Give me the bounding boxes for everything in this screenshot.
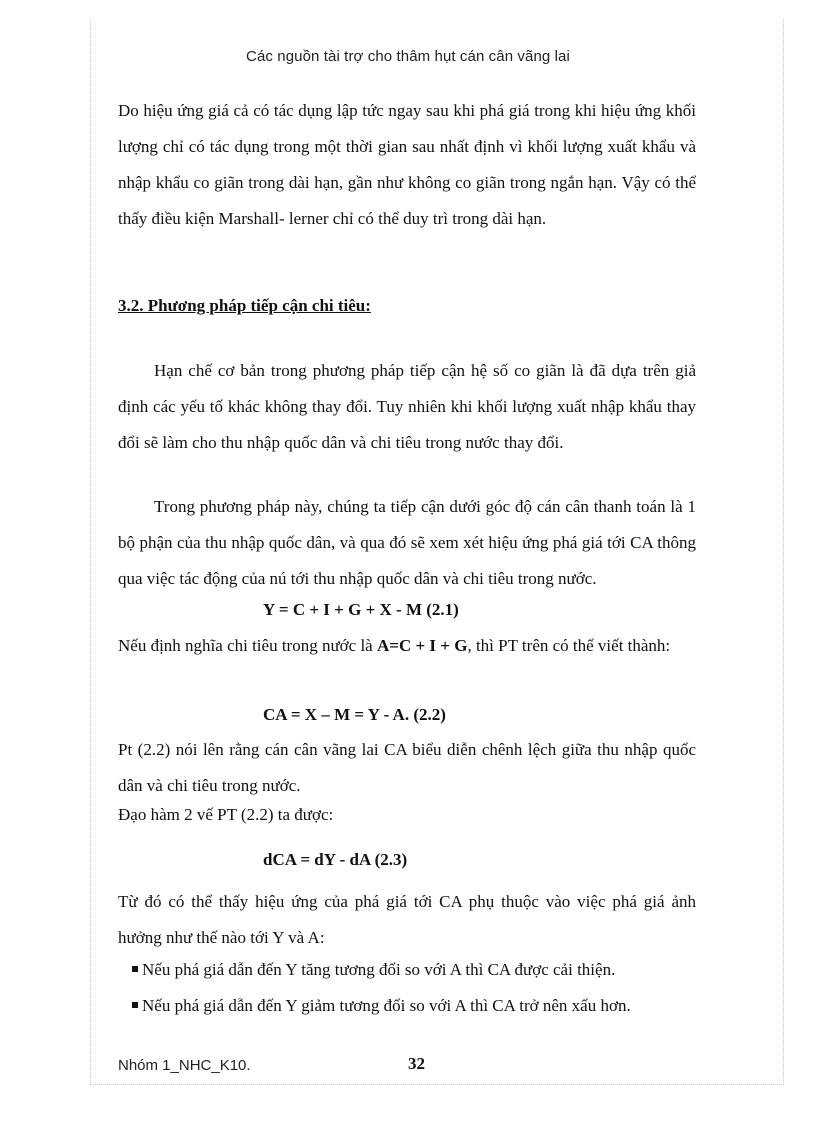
paragraph-3: Pt (2.2) nói lên rằng cán cân vãng lai CA biểu diễn chênh lệch giữa thu nhập quốc dân và chi tiêu trong nước. xyxy=(118,740,696,795)
bullet-item-2 xyxy=(132,996,631,1016)
square-bullet-icon xyxy=(132,1002,138,1008)
footer-group-label: Nhóm 1_NHC_K10. xyxy=(118,1057,251,1074)
formula-2-1: Y = C + I + G + X - M (2.1) xyxy=(263,600,459,619)
square-bullet-icon xyxy=(132,966,138,972)
definition-text-after: , thì PT trên có thể viết thành: xyxy=(467,636,671,655)
intro-paragraph: Do hiệu ứng giá cả có tác dụng lập tức ngay sau khi phá giá trong khi hiệu ứng khối lượng chỉ có tác dụng trong một thời gian sau nhất định vì khối lượng xuất khẩu và nhập khẩu co giãn trong dài hạn, gần như không co giãn trong ngắn hạn. Vậy có thể thấy điều kiện Marshall- lerner chỉ có thể duy trì trong dài hạn. xyxy=(118,101,696,228)
definition-text-before: Nếu định nghĩa chi tiêu trong nước là xyxy=(118,636,377,655)
definition-formula: A=C + I + G xyxy=(376,636,468,655)
section-heading: 3.2. Phương pháp tiếp cận chi tiêu: xyxy=(118,296,371,315)
bullet-text-1: Nếu phá giá dẫn đến Y tăng tương đối so với A thì CA được cải thiện. xyxy=(142,960,616,979)
paragraph-2: Trong phương pháp này, chúng ta tiếp cận dưới góc độ cán cân thanh toán là 1 bộ phận của thu nhập quốc dân, và qua đó sẽ xem xét hiệu ứng phá giá tới CA thông qua việc tác động của nú tới thu nhập quốc dân và chi tiêu trong nước. xyxy=(118,497,696,588)
running-header: Các nguồn tài trợ cho thâm hụt cán cân vãng lai xyxy=(246,48,570,65)
derivative-line: Đạo hàm 2 vế PT (2.2) ta được: xyxy=(118,805,334,824)
paragraph-4: Từ đó có thể thấy hiệu ứng của phá giá tới CA phụ thuộc vào việc phá giá ảnh hưởng như thế nào tới Y và A: xyxy=(118,892,696,947)
formula-2-2: CA = X – M = Y - A. (2.2) xyxy=(263,705,446,724)
bullet-text-2: Nếu phá giá dẫn đến Y giảm tương đối so với A thì CA trở nên xấu hơn. xyxy=(142,996,631,1015)
page-number: 32 xyxy=(408,1054,425,1073)
bullet-item-1 xyxy=(132,960,615,980)
formula-2-3: dCA = dY - dA (2.3) xyxy=(263,850,408,869)
definition-paragraph xyxy=(118,628,696,664)
paragraph-1: Hạn chế cơ bản trong phương pháp tiếp cận hệ số co giãn là đã dựa trên giả định các yếu tố khác không thay đổi. Tuy nhiên khi khối lượng xuất nhập khẩu thay đổi sẽ làm cho thu nhập quốc dân và chi tiêu trong nước thay đổi. xyxy=(118,361,696,452)
